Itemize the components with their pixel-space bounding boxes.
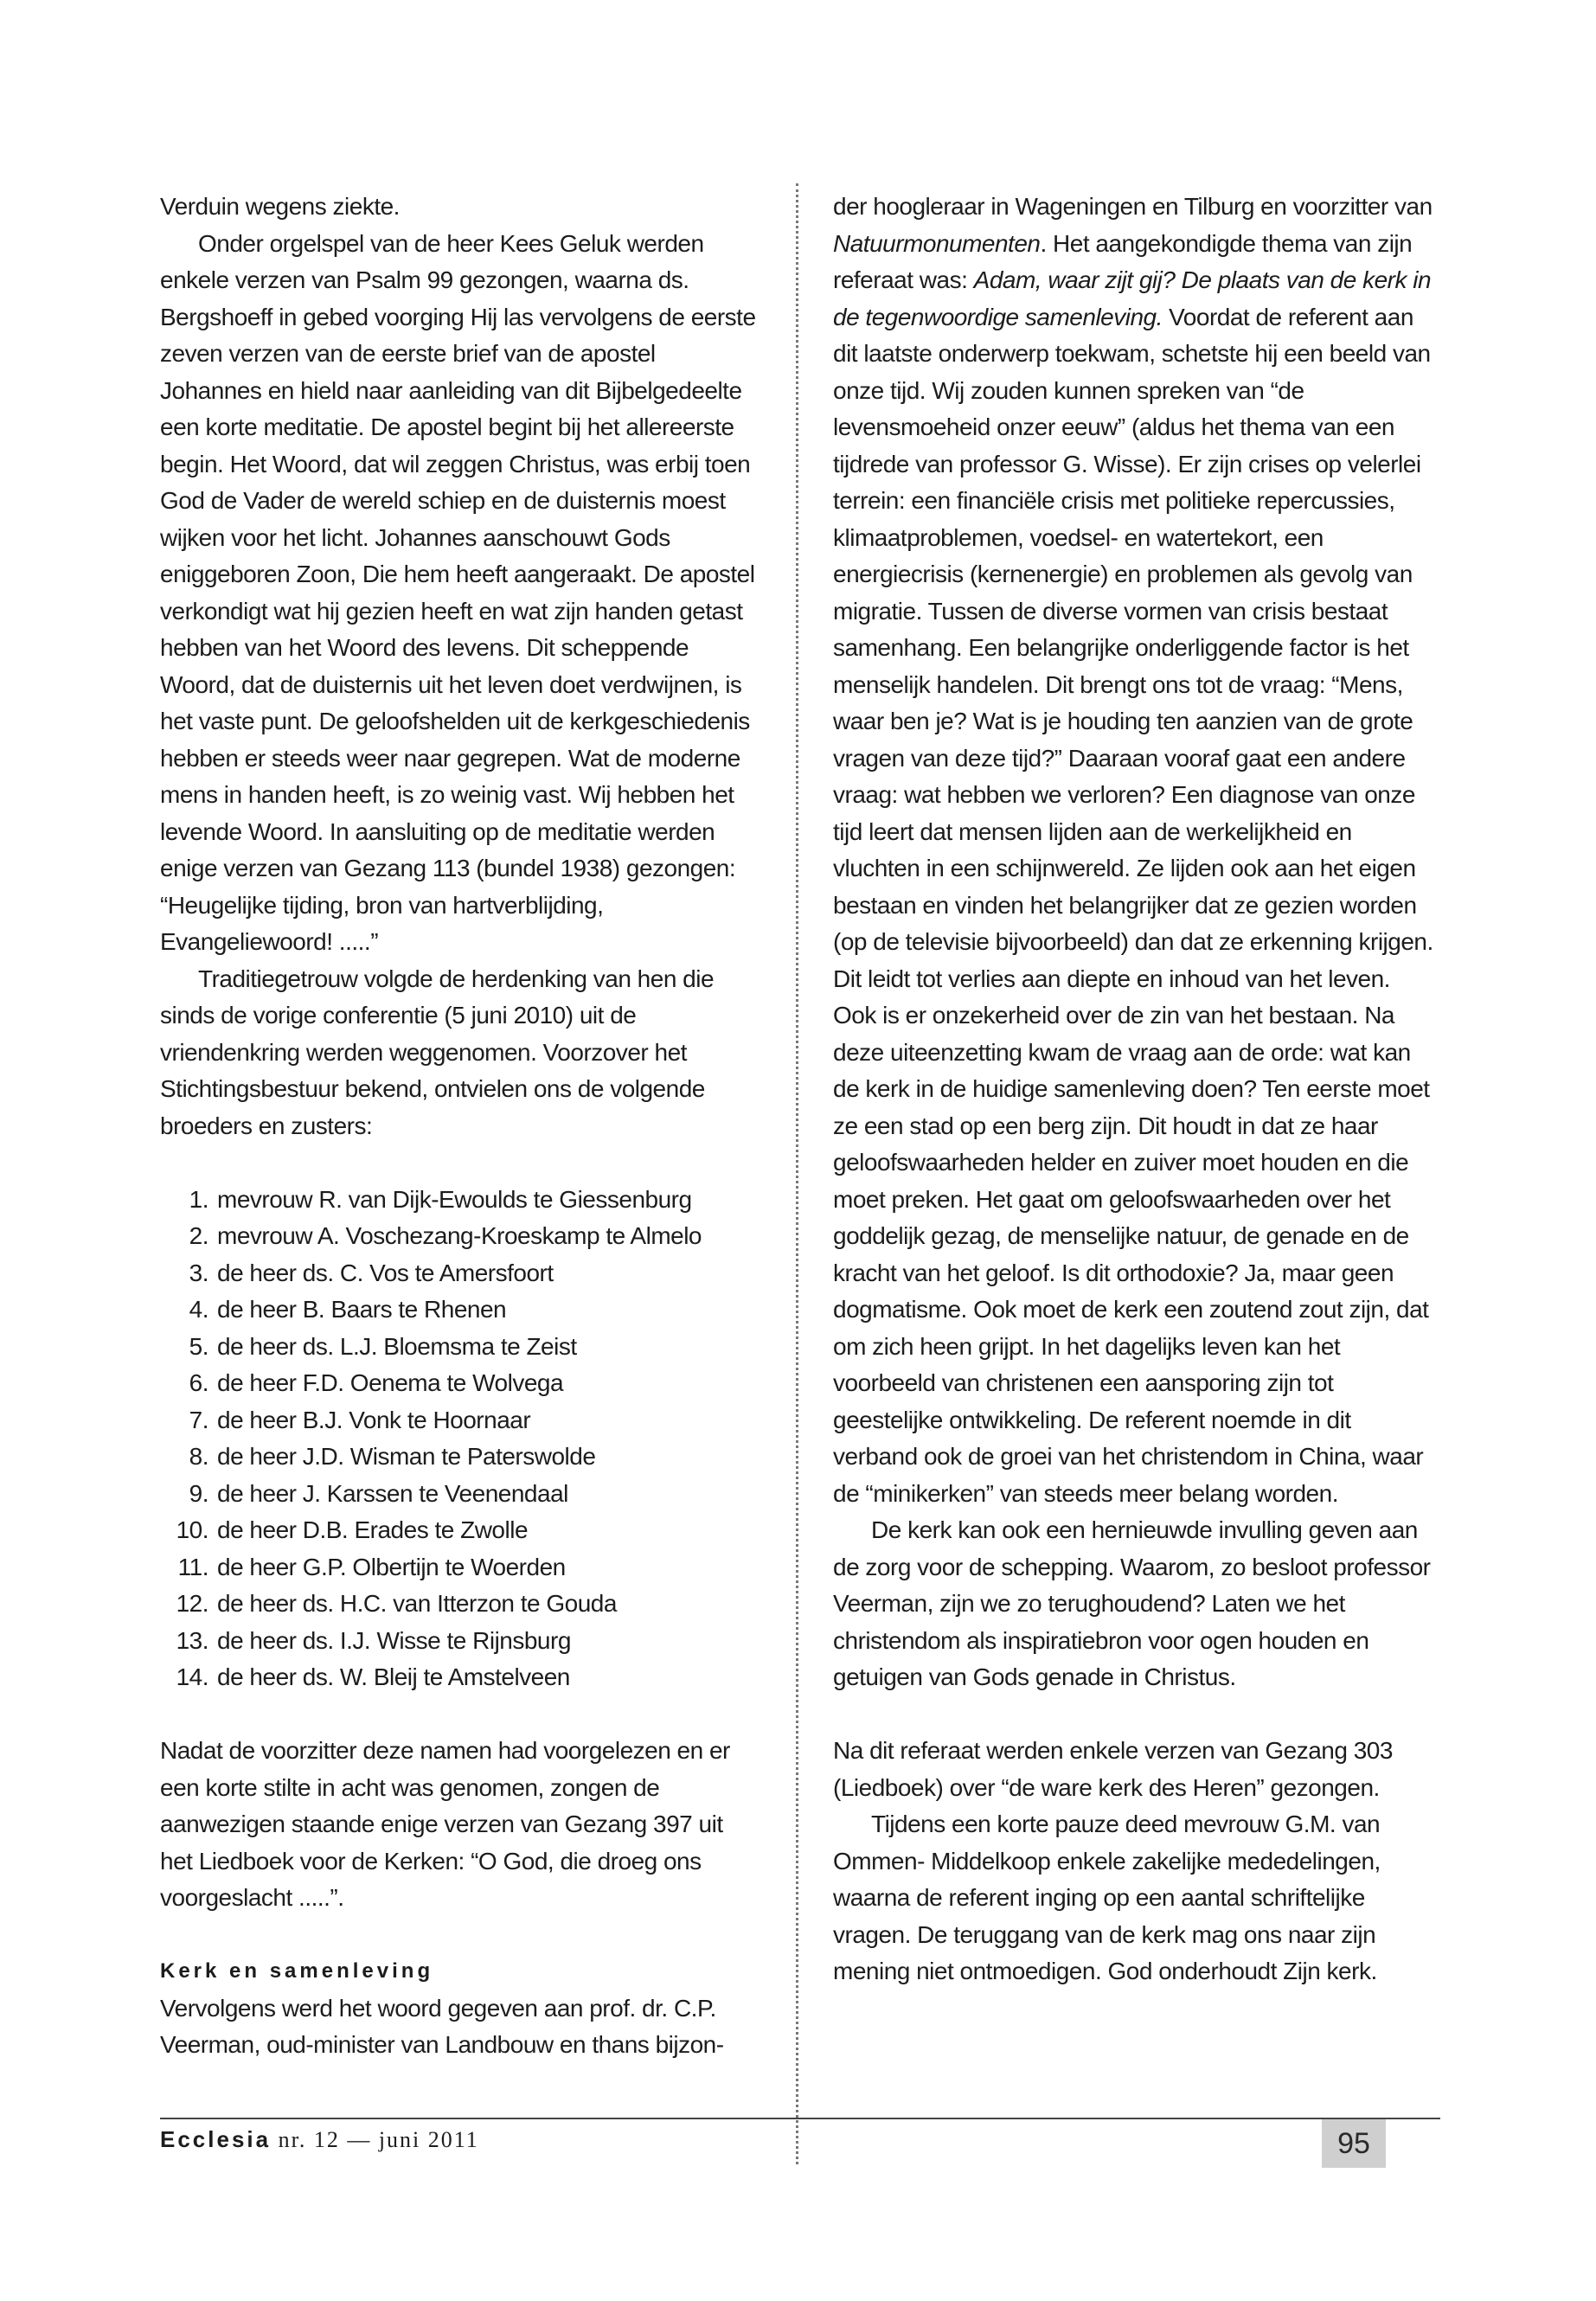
- paragraph: Nadat de voorzitter deze namen had voorgelezen en er een korte stilte in acht was genomen, zongen de aanwezigen staande enige verzen van Gezang 397 uit het Liedboek voor de Kerken: “O God, die droeg ons voorgeslacht .....”.: [160, 1737, 730, 1911]
- list-number: 2.: [189, 1222, 208, 1249]
- list-number: 4.: [189, 1296, 208, 1323]
- list-item: [160, 1255, 757, 1292]
- left-column: [160, 189, 757, 2064]
- list-number: 7.: [189, 1406, 208, 1433]
- deceased-list: [160, 1182, 757, 1696]
- list-number: 8.: [189, 1443, 208, 1470]
- list-name: de heer ds. L.J. Bloemsma te Zeist: [217, 1332, 577, 1360]
- paragraph: Vervolgens werd het woord gegeven aan prof. dr. C.P. Veerman, oud-minister van Landbouw en thans bijzon-: [160, 1994, 724, 2058]
- list-item: [160, 1365, 757, 1402]
- list-number: 12.: [176, 1590, 208, 1617]
- list-item: [160, 1659, 757, 1696]
- list-name: de heer ds. W. Bleij te Amstelveen: [217, 1663, 570, 1690]
- text-run: der hoogleraar in Wageningen en Tilburg en voorzitter van: [833, 193, 1433, 220]
- list-item: [160, 1329, 757, 1366]
- list-number: 9.: [189, 1479, 208, 1507]
- paragraph: Onder orgelspel van de heer Kees Geluk werden enkele verzen van Psalm 99 gezongen, waarna ds. Bergshoeff in gebed voorging Hij las vervolgens de eerste zeven verzen van de eerste brief van de apostel Johannes en hield naar aanleiding van dit Bijbelgedeelte een korte meditatie. De apostel begint bij het allereerste begin. Het Woord, dat wil zeggen Christus, was erbij toen God de Vader de wereld schiep en de duisternis moest wijken voor het licht. Johannes aanschouwt Gods eniggeboren Zoon, Die hem heeft aangeraakt. De apostel verkondigt wat hij gezien heeft en wat zijn handen getast hebben van het Woord des levens. Dit scheppende Woord, dat de duisternis uit het leven doet verdwijnen, is het vaste punt. De geloofshelden uit de kerkgeschiedenis hebben er steeds weer naar gegrepen. Wat de moderne mens in handen heeft, is zo weinig vast. Wij hebben het levende Woord. In aansluiting op de meditatie werden enige verzen van Gezang 113 (bundel 1938) gezongen: “Heugelijke tijding, bron van hartverblijding, Evangeliewoord! .....”: [160, 229, 756, 955]
- list-item: [160, 1476, 757, 1513]
- paragraph: De kerk kan ook een hernieuwde invulling geven aan de zorg voor de schepping. Waarom, zo besloot professor Veerman, zijn we zo terughoudend? Laten we het christendom als inspiratiebron voor ogen houden en getuigen van Gods genade in Christus.: [833, 1516, 1431, 1690]
- right-column: [833, 189, 1439, 1990]
- list-name: mevrouw R. van Dijk-Ewoulds te Giessenburg: [217, 1185, 692, 1213]
- list-number: 14.: [176, 1663, 208, 1690]
- paragraph: Tijdens een korte pauze deed mevrouw G.M. van Ommen- Middelkoop enkele zakelijke mededelingen, waarna de referent inging op een aantal schriftelijke vragen. De teruggang van de kerk mag ons naar zijn mening niet ontmoedigen. God onderhoudt Zijn kerk.: [833, 1811, 1381, 1984]
- list-name: de heer ds. I.J. Wisse te Rijnsburg: [217, 1626, 571, 1654]
- list-item: [160, 1218, 757, 1255]
- list-name: de heer B. Baars te Rhenen: [217, 1296, 507, 1323]
- list-name: de heer ds. H.C. van Itterzon te Gouda: [217, 1590, 617, 1617]
- section-heading: Kerk en samenleving: [160, 1959, 434, 1983]
- list-number: 13.: [176, 1626, 208, 1654]
- list-number: 3.: [189, 1259, 208, 1286]
- text-run: . Het aangekondigde thema van zijn referaat was:: [833, 229, 1413, 293]
- list-item: [160, 1439, 757, 1476]
- list-name: de heer G.P. Olbertijn te Woerden: [217, 1553, 566, 1580]
- list-item: [160, 1402, 757, 1439]
- list-number: 11.: [177, 1553, 208, 1580]
- publication-name: Ecclesia: [160, 2126, 272, 2152]
- page-number: 95: [1322, 2119, 1386, 2168]
- list-number: 5.: [189, 1332, 208, 1360]
- paragraph: Verduin wegens ziekte.: [160, 193, 400, 220]
- text-run: Voordat de referent aan dit laatste onderwerp toekwam, schetste hij een beeld van onze tijd. Wij zouden kunnen spreken van “de levensmoeheid onzer eeuw” (aldus het thema van een tijdrede van professor G. Wisse). Er zijn crises op velerlei terrein: een financiële crisis met politieke repercussies, klimaatproblemen, voedsel- en watertekort, een energiecrisis (kernenergie) en problemen als gevolg van migratie. Tussen de diverse vormen van crisis bestaat samenhang. Een belangrijke onderliggende factor is het menselijk handelen. Dit brengt ons tot de vraag: “Mens, waar ben je? Wat is je houding ten aanzien van de grote vragen van deze tijd?” Daaraan vooraf gaat een andere vraag: wat hebben we verloren? Een diagnose van onze tijd leert dat mensen lijden aan de werkelijkheid en vluchten in een schijnwereld. Ze lijden ook aan het eigen bestaan en vinden het belangrijker dat ze gezien worden (op de televisie bijvoorbeeld) dan dat ze erkenning krijgen. Dit leidt tot verlies aan diepte en inhoud van het leven. Ook is er onzekerheid over de zin van het bestaan. Na deze uiteenzetting kwam de vraag aan de orde: wat kan de kerk in de huidige samenleving doen? Ten eerste moet ze een stad op een berg zijn. Dit houdt in dat ze haar geloofswaarheden helder en zuiver moet houden en die moet preken. Het gaat om geloofswaarheden over het goddelijk gezag, de menselijke natuur, de genade en de kracht van het geloof. Is dit orthodoxie? Ja, maar geen dogmatisme. Ook moet de kerk een zoutend zout zijn, dat om zich heen grijpt. In het dagelijks leven kan het voorbeeld van christenen een aansporing zijn tot geestelijke ontwikkeling. De referent noemde in dit verband ook de groei van het christendom in China, waar de “minikerken” van steeds meer belang worden.: [833, 303, 1433, 1507]
- list-name: de heer F.D. Oenema te Wolvega: [217, 1369, 564, 1396]
- column-divider: [796, 183, 798, 2164]
- list-name: mevrouw A. Voschezang-Kroeskamp te Almelo: [217, 1222, 702, 1249]
- list-item: [160, 1182, 757, 1219]
- list-name: de heer J.D. Wisman te Paterswolde: [217, 1443, 596, 1470]
- paragraph: Traditiegetrouw volgde de herdenking van hen die sinds de vorige conferentie (5 juni 2010) uit de vriendenkring werden weggenomen. Voorzover het Stichtingsbestuur bekend, ontvielen ons de volgende broeders en zusters:: [160, 965, 715, 1139]
- list-item: [160, 1586, 757, 1623]
- list-number: 1.: [189, 1185, 208, 1213]
- list-name: de heer D.B. Erades te Zwolle: [217, 1516, 529, 1543]
- list-name: de heer J. Karssen te Veenendaal: [217, 1479, 568, 1507]
- text-run-italic: Adam, waar zijt gij? De plaats van de kerk in de tegenwoordige samenleving.: [833, 266, 1432, 330]
- list-item: [160, 1549, 757, 1586]
- issue-info: nr. 12 — juni 2011: [278, 2127, 479, 2152]
- list-name: de heer B.J. Vonk te Hoornaar: [217, 1406, 531, 1433]
- list-item: [160, 1512, 757, 1549]
- list-item: [160, 1292, 757, 1329]
- list-number: 10.: [176, 1516, 208, 1543]
- list-number: 6.: [189, 1369, 208, 1396]
- list-item: [160, 1623, 757, 1660]
- text-run-italic: Natuurmonumenten: [833, 229, 1041, 257]
- footer-rule: [160, 2118, 1440, 2119]
- footer-citation: [160, 2126, 479, 2153]
- paragraph: [833, 189, 1439, 1512]
- list-name: de heer ds. C. Vos te Amersfoort: [217, 1259, 554, 1286]
- paragraph: Na dit referaat werden enkele verzen van Gezang 303 (Liedboek) over “de ware kerk des Heren” gezongen.: [833, 1737, 1393, 1801]
